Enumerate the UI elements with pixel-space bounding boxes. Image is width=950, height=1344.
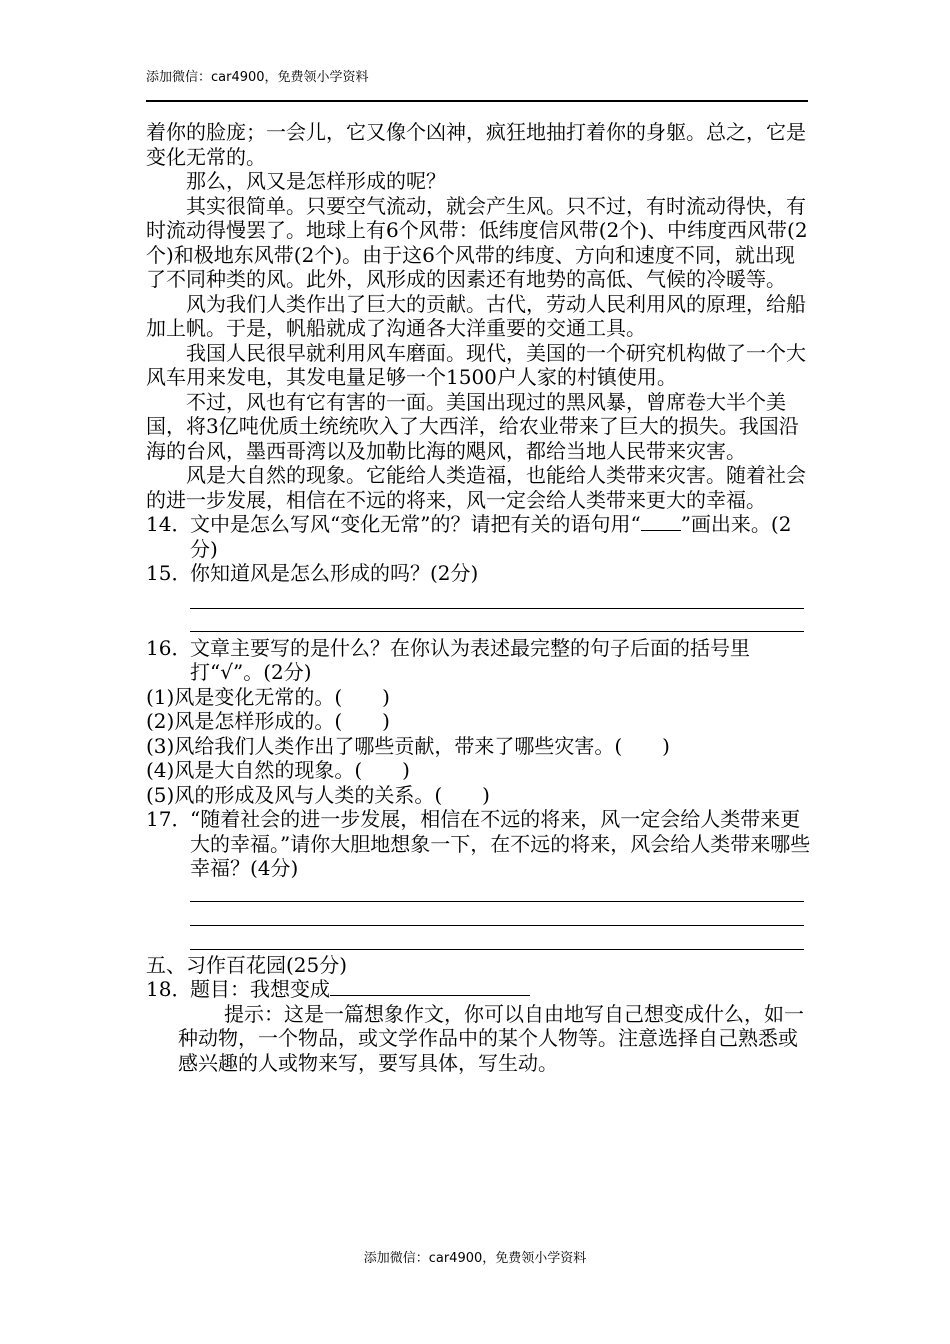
page-header: 添加微信：car4900，免费领小学资料 xyxy=(146,70,369,85)
reading-paragraph: 着你的脸庞；一会儿，它又像个凶神，疯狂地抽打着你的身躯。总之，它是变化无常的。 xyxy=(146,120,806,169)
question-17 xyxy=(146,807,812,881)
question-15 xyxy=(146,561,812,586)
underline-blank xyxy=(641,530,681,531)
choice-option[interactable]: (3)风给我们人类作出了哪些贡献，带来了哪些灾害。( ) xyxy=(146,733,670,758)
question-number: 17． xyxy=(146,807,192,831)
header-divider xyxy=(146,100,808,102)
choice-option[interactable]: (1)风是变化无常的。( ) xyxy=(146,684,390,709)
question-text: 你知道风是怎么形成的吗？(2分) xyxy=(190,561,479,585)
essay-title: 题目：我想变成 xyxy=(190,977,330,1001)
section-heading: 五、习作百花园(25分) xyxy=(146,952,348,977)
choice-option[interactable]: (2)风是怎样形成的。( ) xyxy=(146,709,390,733)
reading-paragraph: 其实很简单。只要空气流动，就会产生风。只不过，有时流动得快，有时流动得慢罢了。地球上有6个风带：低纬度信风带(2个)、中纬度西风带(2个)和极地东风带(2个)。由于这6个风带的纬度、方向和速度不同，就出现了不同种类的风。此外，风形成的因素还有地势的高低、气候的冷暖等。 xyxy=(146,193,808,291)
choice-option[interactable]: (4)风是大自然的现象。( ) xyxy=(146,758,410,782)
title-blank[interactable] xyxy=(330,995,530,996)
question-text: ”画出来。(2分) xyxy=(190,512,792,561)
reading-paragraph: 不过，风也有它有害的一面。美国出现过的黑风暴，曾席卷大半个美国，将3亿吨优质土统统吹入了大西洋，给农业带来了巨大的损失。我国沿海的台风，墨西哥湾以及加勒比海的飓风，都给当地人民带来灾害。 xyxy=(146,389,799,463)
reading-paragraph: 风为我们人类作出了巨大的贡献。古代，劳动人民利用风的原理，给船加上帆。于是，帆船就成了沟通各大洋重要的交通工具。 xyxy=(146,291,806,340)
question-text: “随着社会的进一步发展，相信在不远的将来，风一定会给人类带来更大的幸福。”请你大胆地想象一下，在不远的将来，风会给人类带来哪些幸福？(4分) xyxy=(190,807,811,880)
essay-hint: 提示：这是一篇想象作文，你可以自由地写自己想变成什么，如一种动物，一个物品，或文学作品中的某个人物等。注意选择自己熟悉或感兴趣的人或物来写，要写具体，写生动。 xyxy=(178,1001,804,1075)
question-number: 14． xyxy=(146,512,192,536)
question-14 xyxy=(146,512,812,561)
reading-paragraph: 我国人民很早就利用风车磨面。现代，美国的一个研究机构做了一个大风车用来发电，其发电量足够一个1500户人家的村镇使用。 xyxy=(146,340,806,389)
question-number: 15． xyxy=(146,561,192,585)
answer-line[interactable] xyxy=(190,949,804,950)
answer-line[interactable] xyxy=(190,631,804,632)
question-text: 文中是怎么写风“变化无常”的？请把有关的语句用“ xyxy=(190,512,641,536)
reading-paragraph: 那么，风又是怎样形成的呢？ xyxy=(186,169,446,193)
worksheet-content xyxy=(146,120,812,1075)
question-number: 18． xyxy=(146,977,192,1001)
question-number: 16． xyxy=(146,635,192,660)
question-18 xyxy=(146,977,812,1002)
question-text: 文章主要写的是什么？在你认为表述最完整的句子后面的括号里打“√”。(2分) xyxy=(190,635,750,684)
question-16 xyxy=(146,636,812,685)
reading-paragraph: 风是大自然的现象。它能给人类造福，也能给人类带来灾害。随着社会的进一步发展，相信在不远的将来，风一定会给人类带来更大的幸福。 xyxy=(146,463,806,512)
choice-option[interactable]: (5)风的形成及风与人类的关系。( ) xyxy=(146,782,490,807)
page-footer: 添加微信：car4900，免费领小学资料 xyxy=(363,1251,587,1266)
